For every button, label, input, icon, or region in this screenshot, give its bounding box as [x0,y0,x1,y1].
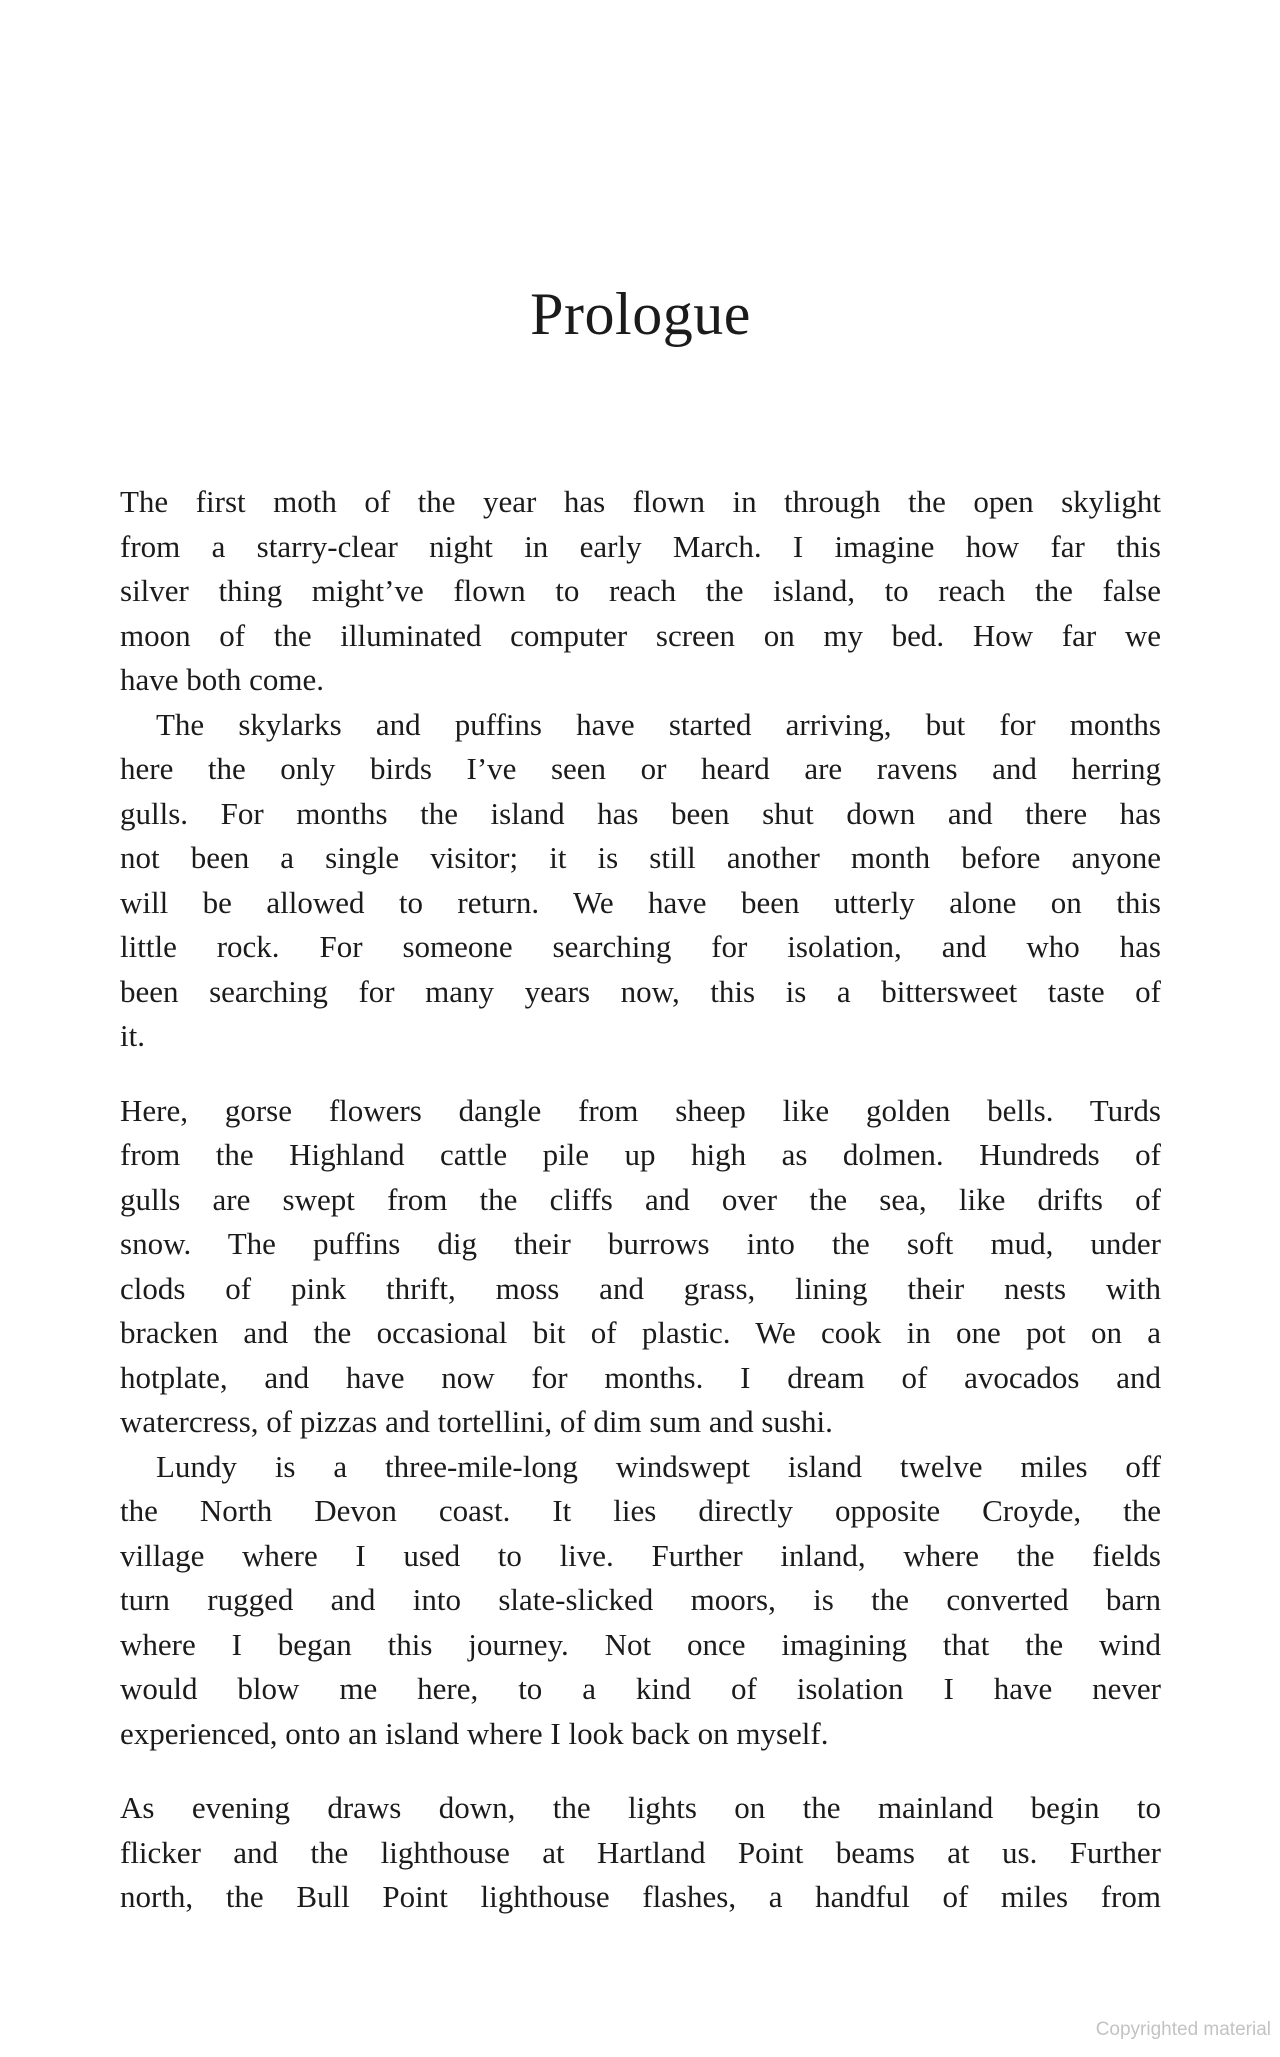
text-line: not been a single visitor; it is still another month before anyone [120,840,1161,875]
text-line: Lundy is a three-mile-long windswept island twelve miles off [156,1448,1161,1484]
text-line: it. [120,1018,145,1053]
paragraph [120,1089,1161,1445]
text-line: snow. The puffins dig their burrows into the soft mud, under [120,1226,1161,1261]
text-line: hotplate, and have now for months. I dream of avocados and [120,1359,1161,1395]
page-body [120,480,1161,1920]
text-line: north, the Bull Point lighthouse flashes, a handful of miles from [120,1879,1161,1914]
copyright-watermark: Copyrighted material [1095,2019,1271,2040]
text-line: little rock. For someone searching for isolation, and who has [120,929,1161,964]
paragraph [120,480,1161,703]
paragraph [120,1786,1161,1920]
text-line: been searching for many years now, this is a bittersweet taste of [120,973,1161,1009]
text-line: moon of the illuminated computer screen on my bed. How far we [120,617,1161,653]
paragraph [120,703,1161,1059]
text-line: bracken and the occasional bit of plastic. We cook in one pot on a [120,1315,1161,1350]
text-line: from the Highland cattle pile up high as dolmen. Hundreds of [120,1137,1161,1172]
text-line: will be allowed to return. We have been utterly alone on this [120,884,1161,920]
text-line: Here, gorse flowers dangle from sheep like golden bells. Turds [120,1092,1161,1128]
text-line: here the only birds I’ve seen or heard are ravens and herring [120,751,1161,786]
text-line: As evening draws down, the lights on the mainland begin to [120,1790,1161,1825]
paragraph [120,1445,1161,1757]
text-line: gulls are swept from the cliffs and over the sea, like drifts of [120,1181,1161,1217]
text-line: flicker and the lighthouse at Hartland Point beams at us. Further [120,1834,1161,1870]
text-line: experienced, onto an island where I look back on myself. [120,1715,829,1751]
text-line: the North Devon coast. It lies directly opposite Croyde, the [120,1493,1161,1528]
text-line: watercress, of pizzas and tortellini, of dim sum and sushi. [120,1404,833,1439]
text-line: from a starry-clear night in early March. I imagine how far this [120,528,1161,564]
text-line: The first moth of the year has flown in through the open skylight [120,484,1161,519]
text-line: turn rugged and into slate-slicked moors, is the converted barn [120,1582,1161,1617]
text-line: have both come. [120,662,325,697]
text-line: where I began this journey. Not once imagining that the wind [120,1626,1161,1662]
text-line: village where I used to live. Further inland, where the fields [120,1537,1161,1573]
text-line: silver thing might’ve flown to reach the island, to reach the false [120,573,1161,608]
text-line: gulls. For months the island has been shut down and there has [120,795,1161,831]
text-line: The skylarks and puffins have started arriving, but for months [156,706,1161,742]
text-line: would blow me here, to a kind of isolation I have never [120,1671,1161,1706]
text-line: clods of pink thrift, moss and grass, lining their nests with [120,1270,1161,1306]
chapter-title: Prologue [530,281,751,347]
